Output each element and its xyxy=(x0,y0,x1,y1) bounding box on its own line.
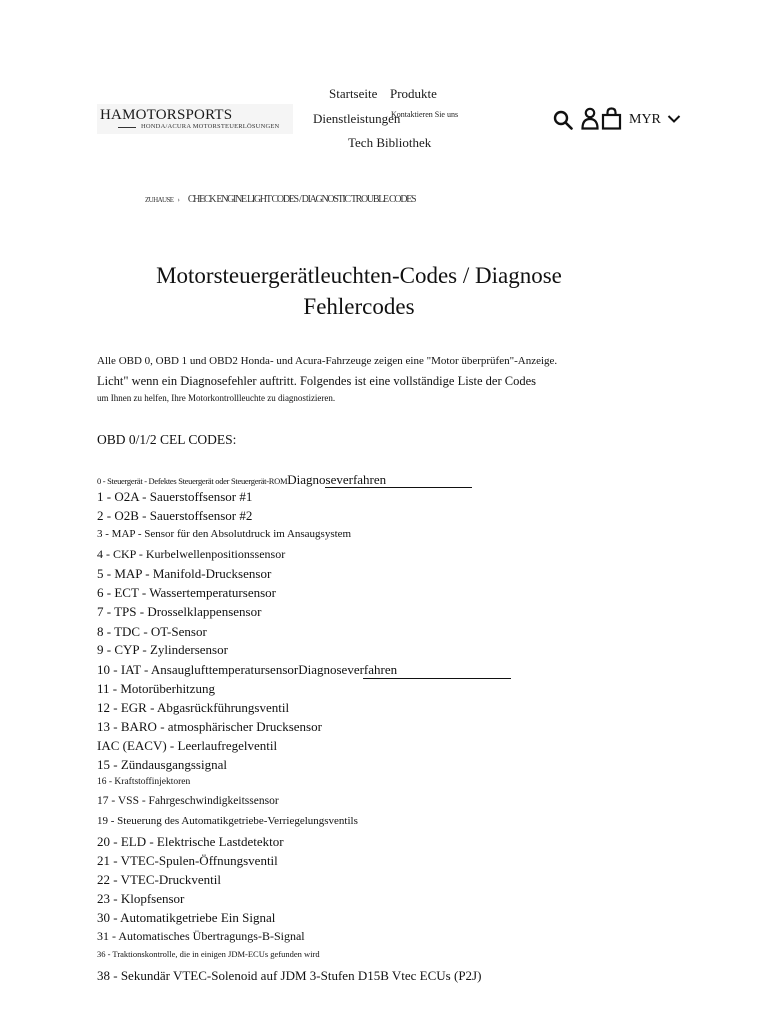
code-item-9: 9 - CYP - Zylindersensor xyxy=(97,642,228,657)
code-item-16: 16 - Kraftstoffinjektoren xyxy=(97,777,191,787)
nav-products[interactable]: Produkte xyxy=(390,86,437,101)
logo-divider xyxy=(118,127,136,128)
code-item-31: 31 - Automatisches Übertragungs-B-Signal xyxy=(97,929,305,943)
code-item-10 xyxy=(97,661,397,679)
breadcrumb xyxy=(145,189,415,207)
currency-selector[interactable]: MYR xyxy=(629,112,661,127)
breadcrumb-home[interactable]: ZUHAUSE xyxy=(145,196,174,204)
breadcrumb-separator: › xyxy=(177,196,180,204)
code-item-22: 22 - VTEC-Druckventil xyxy=(97,872,221,887)
code-item-12: 12 - EGR - Abgasrückführungsventil xyxy=(97,700,290,715)
logo-name: HAMOTORSPORTS xyxy=(100,107,233,123)
section-heading: OBD 0/1/2 CEL CODES: xyxy=(97,432,237,447)
nav-tech-library[interactable]: Tech Bibliothek xyxy=(348,135,432,150)
code-item-13: 13 - BARO - atmosphärischer Drucksensor xyxy=(97,719,322,734)
code-item-6: 6 - ECT - Wassertemperatursensor xyxy=(97,585,276,600)
cart-icon[interactable] xyxy=(601,107,622,130)
code-item-15: 15 - Zündausgangssignal xyxy=(97,757,227,772)
intro-line-3: um Ihnen zu helfen, Ihre Motorkontrollleuchte zu diagnostizieren. xyxy=(97,393,336,403)
code-item-3: 3 - MAP - Sensor für den Absolutdruck im Ansaugsystem xyxy=(97,528,352,540)
code-0-text: 0 - Steuergerät - Defektes Steuergerät oder Steuergerät-ROM xyxy=(97,476,288,486)
code-item-19: 19 - Steuerung des Automatikgetriebe-Verriegelungsventils xyxy=(97,815,358,827)
code-item-36: 36 - Traktionskontrolle, die in einigen JDM-ECUs gefunden wird xyxy=(97,949,320,959)
code-item-23: 23 - Klopfsensor xyxy=(97,891,185,906)
code-item-30: 30 - Automatikgetriebe Ein Signal xyxy=(97,910,276,925)
intro-line-1: Alle OBD 0, OBD 1 und OBD2 Honda- und Acura-Fahrzeuge zeigen eine "Motor überprüfen"-Anzeige. xyxy=(97,355,558,367)
page-title-line1: Motorsteuergerätleuchten-Codes / Diagnose xyxy=(156,263,562,288)
nav-services[interactable]: Dienstleistungen xyxy=(313,111,401,126)
code-0-diagnosis-link[interactable]: Diagnoseverfahren xyxy=(287,472,387,487)
code-item-11: 11 - Motorüberhitzung xyxy=(97,681,215,696)
store-logo[interactable] xyxy=(97,104,293,134)
breadcrumb-current: CHECK ENGINE LIGHT CODES / DIAGNOSTIC TROUBLE CODES xyxy=(187,194,416,205)
intro-line-2: Licht" wenn ein Diagnosefehler auftritt. Folgendes ist eine vollständige Liste der Codes xyxy=(97,374,537,388)
code-item-14: IAC (EACV) - Leerlaufregelventil xyxy=(97,738,278,753)
nav-home[interactable]: Startseite xyxy=(329,86,378,101)
code-10-diagnosis-link[interactable]: Diagnoseverfahren xyxy=(298,662,398,677)
code-item-5: 5 - MAP - Manifold-Drucksensor xyxy=(97,566,272,581)
code-item-1: 1 - O2A - Sauerstoffsensor #1 xyxy=(97,489,253,504)
page-title xyxy=(0,260,718,322)
logo-tagline: HONDA/ACURA MOTORSTEUERLÖSUNGEN xyxy=(141,123,280,130)
code-item-7: 7 - TPS - Drosselklappensensor xyxy=(97,604,262,619)
account-icon[interactable] xyxy=(581,107,599,130)
page-title-line2: Fehlercodes xyxy=(303,294,415,319)
code-item-17: 17 - VSS - Fahrgeschwindigkeitssensor xyxy=(97,795,279,807)
code-0-link-underline xyxy=(325,487,472,488)
nav-contact[interactable]: Kontaktieren Sie uns xyxy=(391,110,459,119)
chevron-down-icon[interactable] xyxy=(667,114,681,124)
search-icon[interactable] xyxy=(553,110,573,130)
code-item-2: 2 - O2B - Sauerstoffsensor #2 xyxy=(97,508,253,523)
code-10-text: 10 - IAT - Ansauglufttemperatursensor xyxy=(97,662,299,677)
code-item-4: 4 - CKP - Kurbelwellenpositionssensor xyxy=(97,547,286,561)
code-item-38: 38 - Sekundär VTEC-Solenoid auf JDM 3-Stufen D15B Vtec ECUs (P2J) xyxy=(97,968,482,983)
code-item-21: 21 - VTEC-Spulen-Öffnungsventil xyxy=(97,853,278,868)
code-10-link-underline xyxy=(363,678,511,679)
code-item-8: 8 - TDC - OT-Sensor xyxy=(97,624,207,639)
code-item-20: 20 - ELD - Elektrische Lastdetektor xyxy=(97,834,284,849)
